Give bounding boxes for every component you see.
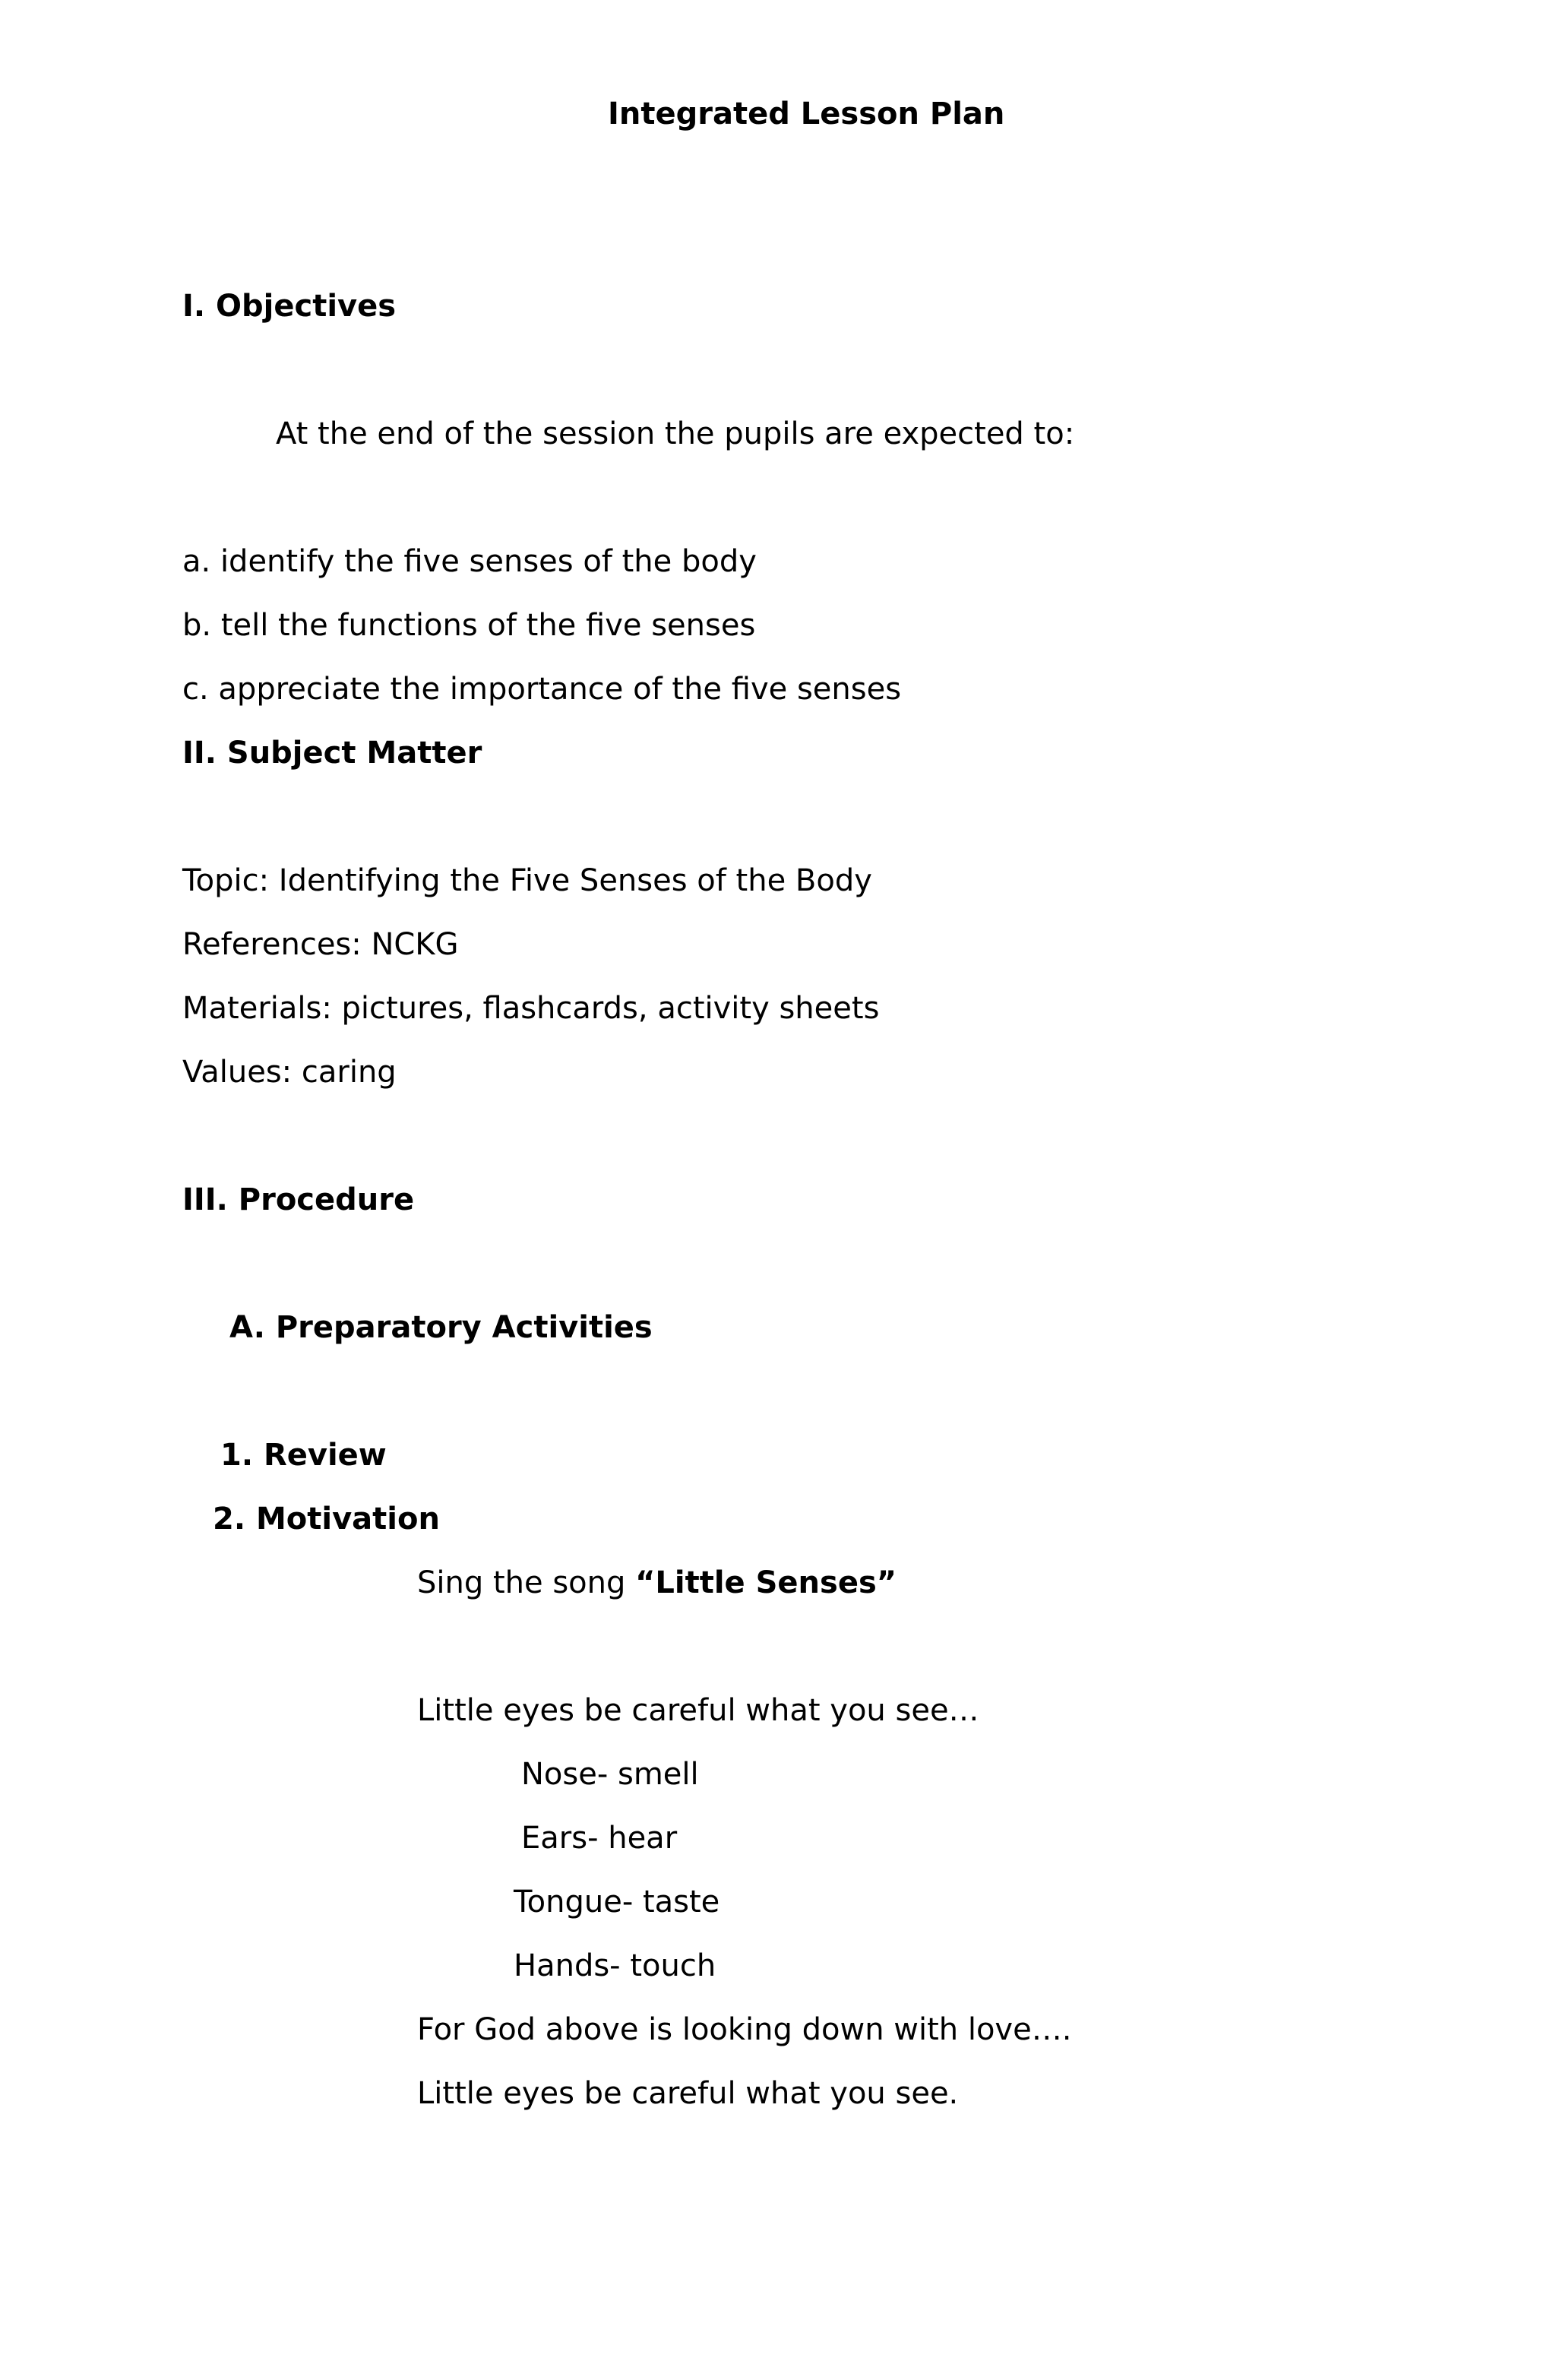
lyric-line: Tongue- taste [514,1885,720,1920]
subject-matter-heading: II. Subject Matter [182,736,482,771]
song-intro-text: Sing the song [417,1565,636,1600]
objective-item-b: b. tell the functions of the five senses [182,608,756,643]
song-instruction [417,1565,897,1600]
lyric-line: Little eyes be careful what you see… [417,1693,979,1728]
song-title: “Little Senses” [635,1565,897,1600]
procedure-heading: III. Procedure [182,1182,415,1217]
objective-item-a: a. identify the five senses of the body [182,544,757,579]
objective-item-c: c. appreciate the importance of the five senses [182,672,902,707]
lyric-line: Little eyes be careful what you see. [417,2076,959,2111]
materials-line: Materials: pictures, flashcards, activity sheets [182,991,880,1026]
topic-line: Topic: Identifying the Five Senses of the Body [182,863,872,898]
review-step: 1. Review [220,1438,387,1473]
motivation-step: 2. Motivation [213,1502,440,1537]
lyric-line: For God above is looking down with love…. [417,2012,1072,2047]
page-title: Integrated Lesson Plan [608,97,1005,131]
values-line: Values: caring [182,1055,397,1090]
lyric-line: Nose- smell [521,1757,699,1792]
references-line: References: NCKG [182,927,459,962]
objectives-intro: At the end of the session the pupils are expected to: [276,416,1075,451]
objectives-heading: I. Objectives [182,289,397,324]
preparatory-activities-heading: A. Preparatory Activities [229,1310,653,1345]
lyric-line: Hands- touch [514,1948,716,1983]
lyric-line: Ears- hear [521,1821,678,1856]
